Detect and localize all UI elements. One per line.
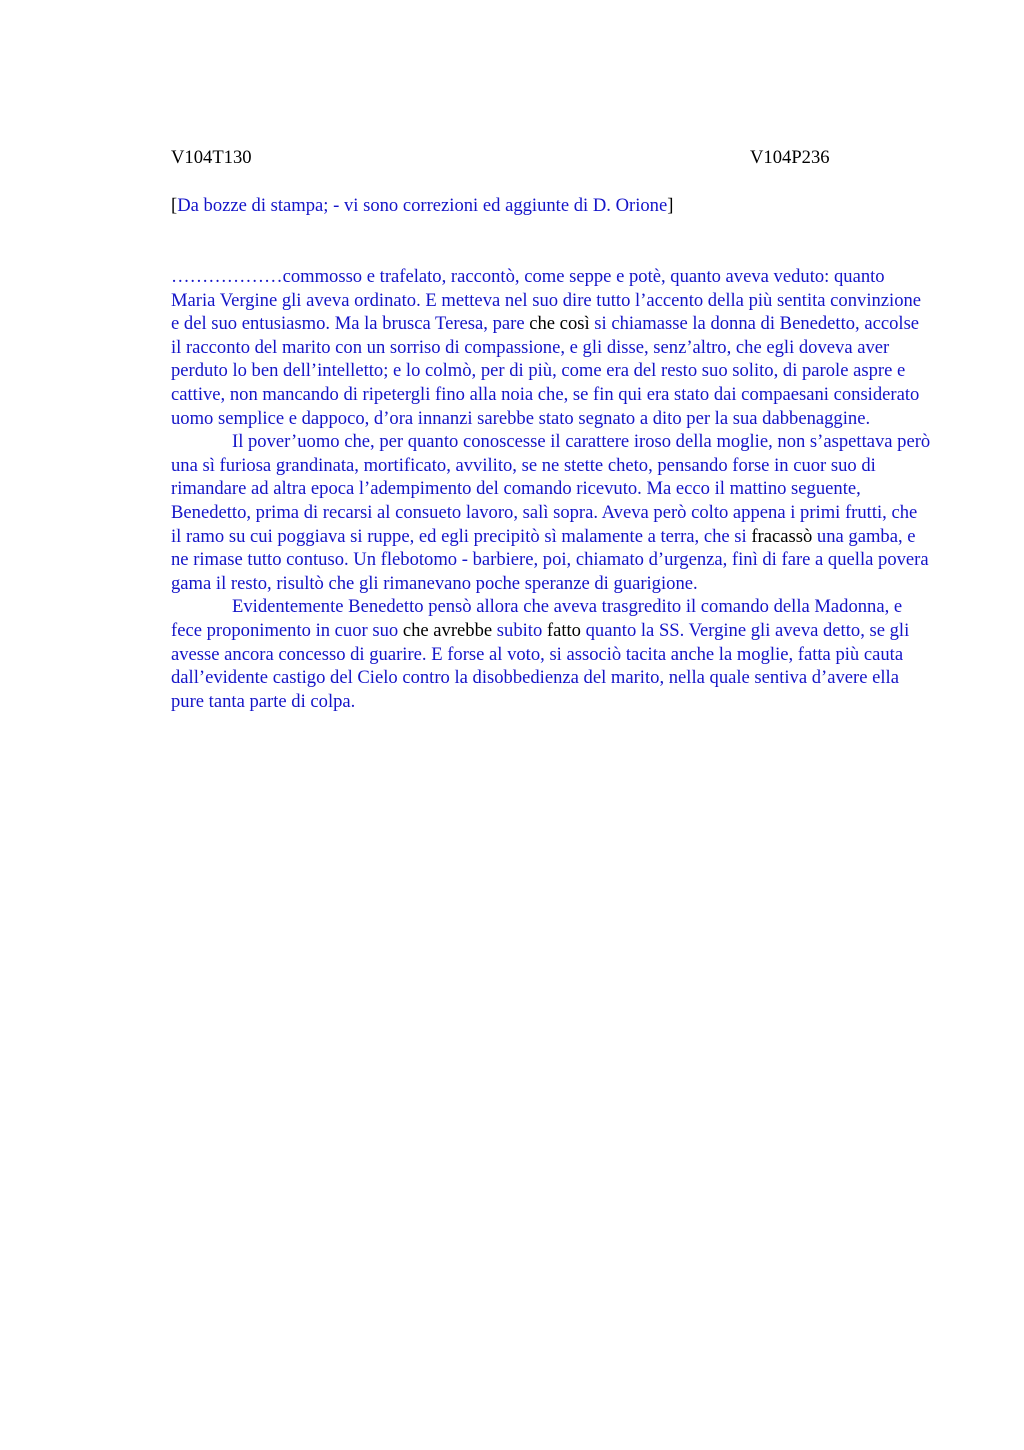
document-page [171,146,931,713]
volume-code-left: V104T130 [171,147,252,168]
text-run: Il pover’uomo che, per quanto conoscesse il carattere iroso della moglie, non s’aspettava però una sì furiosa grandinata, mortificato, avvilito, se ne stette cheto, pensando forse in cuor suo di rimandare ad altra epoca l’adempimento del comando ricevuto. Ma ecco il mattino seguente, Benedetto, prima di recarsi al consueto lavoro, salì sopra. Aveva però colto appena i primi frutti, che il ramo su cui poggiava si ruppe, ed egli precipitò sì malamente a terra, che si [171,431,931,547]
text-run: si chiamasse la donna di Benedetto, accolse il racconto del marito con un sorriso di compassione, e gli disse, senz’altro, che egli doveva aver perduto lo ben dell’intelletto; e lo colmò, per di più, come era del resto suo solito, di parole aspre e cattive, non mancando di ripetergli fino alla noia che, se fin qui era stato dai compaesani considerato uomo semplice e dappoco, d’ora innanzi sarebbe stato segnato a dito per la sua dabbenaggine. [171,313,920,429]
text-run: fracassò [751,525,813,547]
text-run: ………………commosso e trafelato, raccontò, come seppe e potè, quanto aveva veduto: quanto Maria Vergine gli aveva ordinato. E metteva nel suo dire tutto l’accento della più sentita convinzione e del suo entusiasmo. Ma la brusca Teresa, pare [171,266,922,335]
source-note [171,194,931,218]
paragraph-3 [171,595,931,713]
note-open-bracket: [ [171,195,178,216]
volume-code-right: V104P236 [750,147,830,168]
text-run: una gamba, e ne rimase tutto contuso. Un flebotomo - barbiere, poi, chiamato d’urgenza, finì di fare a quella povera gama il resto, risultò che gli rimanevano poche speranze di guarigione. [171,525,929,594]
note-close-bracket: ] [667,195,674,216]
text-run: che avrebbe [402,619,493,641]
paragraph-2 [171,430,931,595]
paragraph-1 [171,265,931,430]
text-run: subito [492,619,547,641]
text-run: fatto [546,619,581,641]
text-run: Evidentemente Benedetto pensò allora che aveva trasgredito il comando della Madonna, e fece proponimento in cuor suo [171,596,903,641]
text-run: quanto la SS. Vergine gli aveva detto, se gli avesse ancora concesso di guarire. E forse al voto, si associò tacita anche la moglie, fatta più cauta dall’evidente castigo del Cielo contro la disobbedienza del marito, nella quale sentiva d’avere ella pure tanta parte di colpa. [171,619,910,712]
text-run: che così [529,313,590,335]
body-text [171,265,931,713]
note-text: Da bozze di stampa; - vi sono correzioni ed aggiunte di D. Orione [177,195,668,216]
page-header [171,146,931,170]
